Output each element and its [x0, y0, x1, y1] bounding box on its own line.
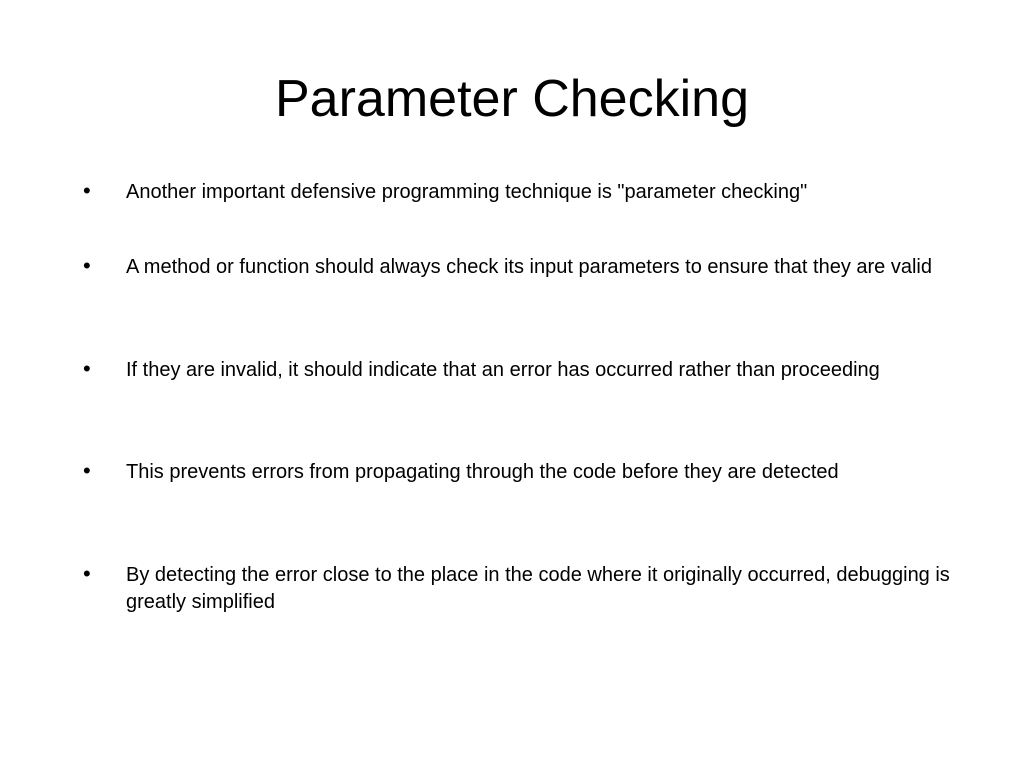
bullet-text: This prevents errors from propagating through the code before they are detected	[126, 461, 839, 483]
bullet-dot-icon: •	[83, 178, 91, 203]
bullet-dot-icon: •	[83, 356, 91, 381]
bullet-text: Another important defensive programming technique is "parameter checking"	[126, 181, 808, 203]
bullet-dot-icon: •	[83, 458, 91, 483]
bullet-dot-icon: •	[83, 561, 91, 586]
bullet-text: By detecting the error close to the place in the code where it originally occurred, debugging is greatly simplified	[126, 564, 950, 613]
bullet-text: If they are invalid, it should indicate that an error has occurred rather than proceeding	[126, 359, 880, 381]
bullet-text: A method or function should always check its input parameters to ensure that they are valid	[126, 256, 932, 278]
slide-title: Parameter Checking	[275, 70, 749, 128]
bullet-dot-icon: •	[83, 253, 91, 278]
